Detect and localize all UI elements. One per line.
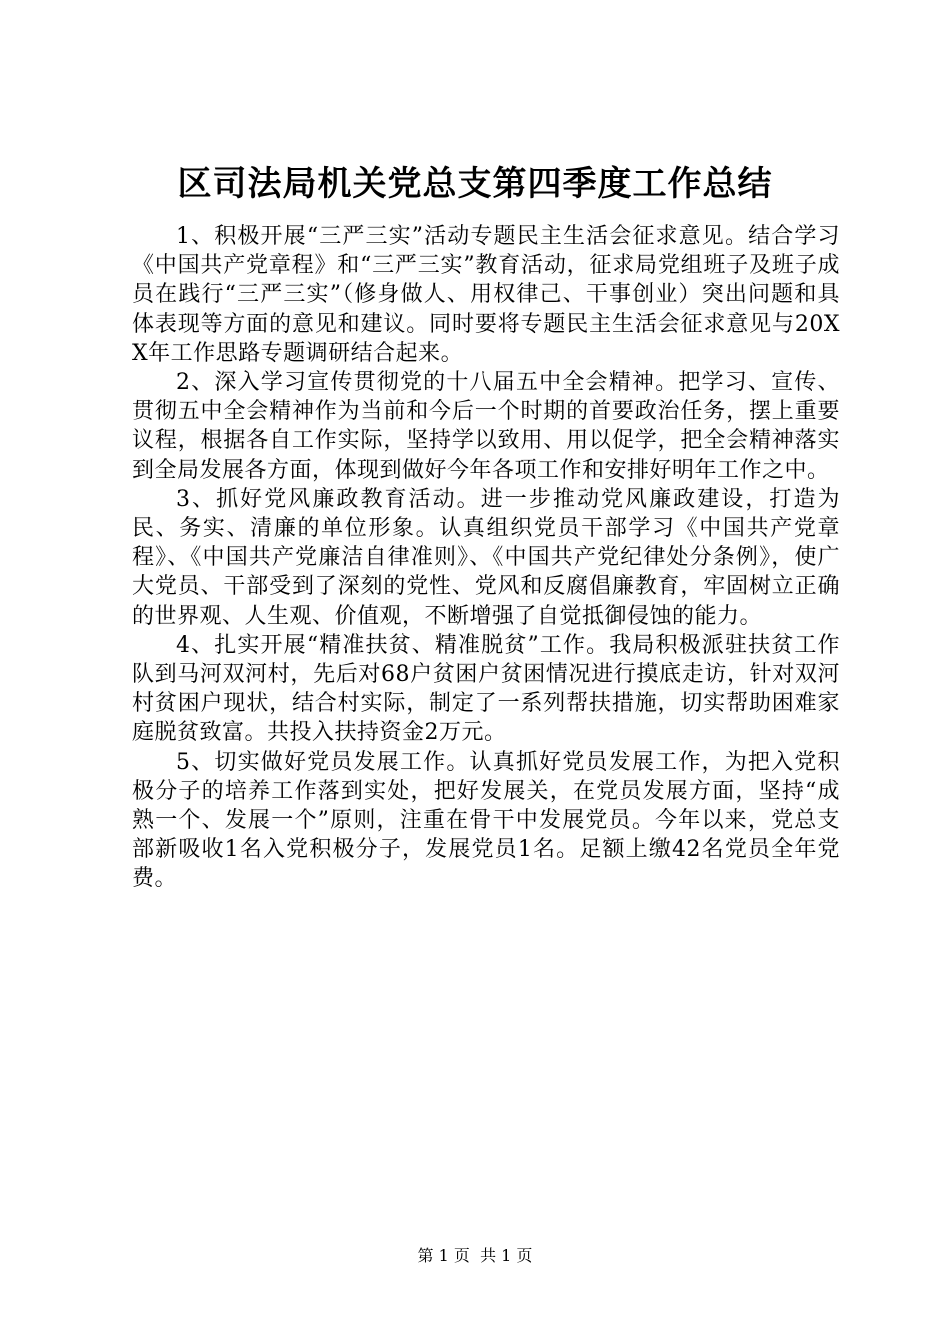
document-body xyxy=(132,222,840,894)
page-number-footer: 第 1 页 共 1 页 xyxy=(417,1246,533,1265)
paragraph-4: 4、扎实开展“精准扶贫、精准脱贫”工作。我局积极派驻扶贫工作队到马河双河村，先后对68户贫困户贫困情况进行摸底走访，针对双河村贫困户现状，结合村实际，制定了一系列帮扶措施，切实帮助困难家庭脱贫致富。共投入扶持资金2万元。 xyxy=(132,632,840,746)
document-title: 区司法局机关党总支第四季度工作总结 xyxy=(177,164,773,204)
paragraph-1: 1、积极开展“三严三实”活动专题民主生活会征求意见。结合学习《中国共产党章程》和“三严三实”教育活动，征求局党组班子及班子成员在践行“三严三实”（修身做人、用权律己、干事创业）突出问题和具体表现等方面的意见和建议。同时要将专题民主生活会征求意见与20XX年工作思路专题调研结合起来。 xyxy=(132,224,840,366)
paragraph-2: 2、深入学习宣传贯彻党的十八届五中全会精神。把学习、宣传、贯彻五中全会精神作为当前和今后一个时期的首要政治任务，摆上重要议程，根据各自工作实际，坚持学以致用、用以促学，把全会精神落实到全局发展各方面，体现到做好今年各项工作和安排好明年工作之中。 xyxy=(132,370,840,483)
paragraph-3: 3、抓好党风廉政教育活动。进一步推动党风廉政建设，打造为民、务实、清廉的单位形象。认真组织党员干部学习《中国共产党章程》、《中国共产党廉洁自律准则》、《中国共产党纪律处分条例》，使广大党员、干部受到了深刻的党性、党风和反腐倡廉教育，牢固树立正确的世界观、人生观、价值观，不断增强了自觉抵御侵蚀的能力。 xyxy=(132,486,840,629)
paragraph-5: 5、切实做好党员发展工作。认真抓好党员发展工作，为把入党积极分子的培养工作落到实处，把好发展关，在党员发展方面，坚持“成熟一个、发展一个”原则，注重在骨干中发展党员。今年以来，党总支部新吸收1名入党积极分子，发展党员1名。足额上缴42名党员全年党费。 xyxy=(132,749,840,892)
